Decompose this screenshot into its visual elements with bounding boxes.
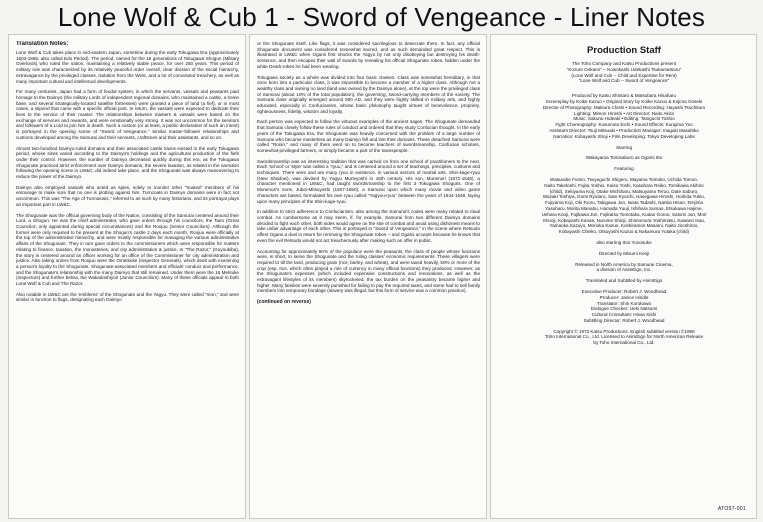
production-staff-heading: Production Staff: [587, 45, 661, 56]
notes-paragraph: For many centuries, Japan had a form of feudal system, in which the servants, vassals and peasants paid homage to the Daimyo (the military Lords of independent regional domains, who maintained a castle, a home base, and several strategically-located satellite fortresses) were granted a piece of land (a fief), or in most cases, a stipend that came with a specific official post. In return, the vassals were expected to dedicate their lives to the service of their master. The relationships between masters & vassals were based on the exchange of services and rewards, and were emotionally very strong. It was not uncommon for the servitors and followers of a Lord to join him in death. Such a custom (or at least, a public declaration of such an intent) is portrayed in the opening scene of "Sword of Vengeance." Similar master-follower relationships and customs developed among the Samurai and their servants, craftsmen and their assistants, and so on.: [16, 89, 239, 140]
presents-line: "Kozure Ookami" -- Kowokashi Udekashi Tsukamatsuru": [566, 66, 682, 72]
production-staff-panel: [490, 34, 757, 519]
notes-paragraph: The Shogunate was the official governing body of the Nation, consisting of the Samurai centered around their Lord, a Shogun. He was the chief administrator, who gave orders through his councilors, the Tairo (Great Councilor; only appointed during special circumstances) and the Roojuu (Senior Councilors). Although the former were only required to be present at the Shogun's castle 2 days each month, Roojuu were officially at the top of the administrative hierarchy, and were mostly responsible for managing the various administrative affairs of the Shogunate. They in turn gave orders to the commissioners which were responsible for matters relating to finance, taxation, the monasteries, and city administration & justice. In "The Razor," (Goyoukiba), the story is centered around an officer working for an office of the Commissioner for city administration and justice. Also taking orders from Roojuu were the Ometsuke (Inspector Generals), which dealt with examining a person's loyalty to the Shogunate, Shogunate-associated members and officials' conduct and performance, and the Shogunate's relationship with the many Daimyo that still remained. Under them were the 16 Metsuke (Inspectors) and further below, the Wakadoshiyori (Junior Councilors). Many of these officials appear in both Lone Wolf & Cub and The Razor.: [16, 212, 239, 287]
credit-line: Lighting: Mimon Hiroshi • Art Director: Naito Akira: [574, 110, 674, 116]
featuring-line: Fujiyama Koji, Oki Tooru, Takigawa Jun, Iwata Tadashi, Nanba Hisao, Tenjima: [545, 200, 703, 206]
credit-line: Director of Photography: Makiura Chishi • Sound Recording: Hayashi Tsuchitaro: [542, 104, 706, 110]
staff-credit: Cultural Consultant: Hisao Kishi: [591, 312, 657, 318]
notes-paragraph: Almost two-hundred Daimyo-ruled domains and their associated castle towns existed in the early Tokugawa period, whose sizes varied according to the Daimyo's holdings and the agricultural production of the fiefs under their control. However, the number of Daimyo decreased quickly during this era, as the Tokugawa Shogunate practiced strict enforcement over Daimyo domains; the severe taxation, as related in the narration following the opening scene in LW&C, did indeed take place, and the Shogunate was always maneuvering to reduce the power of the Daimyo.: [16, 145, 239, 180]
director-line: Directed by Misumi Kenji: [598, 250, 650, 256]
notes-paragraph: Tokugawa society as a whole was divided into four basic classes. Class was somewhat hereditary, in that once born into a particular class, it was impossible to become a member of a higher class. Although not a wealthy class and owning no land (land was owned by the Daimyo alone), at the top were the privileged class of Samurai (about 10% of the total population), the governing, sword-carrying members of the society. The Samurai class originally emerged around 800 AD, and they were highly skilled in military arts, and highly educated, especially in Confucianism, whose basic philosophy taught virtues of benevolence, propriety, righteousness, fidelity, wisdom and loyalty.: [257, 74, 480, 114]
credit-line: Narration: Kobayashi Shoji • Film Developing: Tokyo Developing Labs: [553, 133, 695, 139]
translation-notes-heading: Translation Notes:: [16, 41, 69, 47]
staff-credit: Executive Producer: Robert J. Woodhead: [581, 288, 667, 294]
notes-paragraph: In addition to strict adherence to Confucianism, also among the Samurai's codes were many related to ritual combat. As cumbersome as it may seem, if, for example, Samurai from two different Daimyo domains decided to fight each other, both sides would agree on the site of combat and avoid using dishonest means to take unfair advantage of each other. This is portrayed in "Sword of Vengeance," in the scene where Retsudo offers Ogami a duel in return for removing the Shogunate robes -- and Ogami accepts because he knows that even the evil Retsudo would not act treacherously after making such an offer in public.: [257, 209, 480, 243]
notes-paragraph: Lone Wolf & Cub takes place in mid-eastern Japan, sometime during the early Tokugawa Era (approximately 1603-1868, also called Edo Period). The period, named for the 15 generations of Tokugawa Shogun (Military Overlords) who ruled the nation, maintaining a relatively stable peace, for over 250 years. This period of military rule was characterized by its relatively peaceful order overall, clear division of the social hierarchy, extravagance by the privileged classes, isolation from the West, and a lot of convoluted treachery, as well as many important cultural and intellectual developments.: [16, 50, 239, 84]
featuring-line: (child), Sekiyama Koji, Otake Michiharu, Matsuyama Teruo, Date Saburo,: [549, 188, 699, 194]
featuring-line: Kobayashi Chieko, Otsuyoshi Kazuo & Nakamura Yutaka (child): [558, 229, 690, 235]
continued-note: (continued on reverse): [257, 299, 311, 306]
notes-paragraph: Each person was expected to follow the virtuous examples of the ancient sages. The Shogunate demanded that Samurai closely follow these rules of conduct and ordered that they study Confucian thought. In the early years of the Tokugawa Era, the Shogunate was heavily concerned with the problem of a large number of Samurai who became masterless as many Daimyo fell and lost their domains. These detached Samurai were called "Ronin," and many of them went on to become teachers of swordsmanship, Confucian scholars, somewhat-privileged farmers, or simply became a part of the townspeople.: [257, 119, 480, 153]
featuring-line: Naito Taketoshi, Fujita Yoshio, Kaiso Yoshi, Kasahara Reiko, Tomikawa Akihiro: [544, 182, 704, 188]
also-starring-line: also starring Itoo Yunosuke: [596, 239, 652, 245]
translation-notes-panel: [8, 34, 246, 519]
featuring-label: Featuring: [614, 166, 634, 172]
starring-label: Starring: [615, 144, 633, 150]
notes-paragraph: Accounting for approximately 80% of the populace were the peasants, the class of people whose functions were, in short, to serve the Shogunate and the ruling classes' economic requirements. These villagers were required to till the land, producing grain (rice, barley, and wheat), and were taxed heavily, 50% or more of the crop (esp. rice, which often played a role of currency in many official functions) they produced. However, as the Shogunate's expenses (which included expensive constructions and renovations, as well as the extravagant lifestyles of its members) skyrocketed, the tax burden on the peasantry became higher and higher. Many families were severely punished for failing to pay the required taxes, and some had to sell family members into temporary bondage (slavery was illegal, but this form of service was a common practice).: [257, 248, 480, 294]
presents-line: (Lone Wolf and Cub -- Child and Expertise for Rent): [571, 72, 677, 78]
featuring-line: Shooji, Kobayashi Kanae, Nurume Shinji, Shimomura Yoshimitsu, Kawano Isao,: [542, 217, 706, 223]
credit-line: Music: Sakurai Hideaki • Editing: Taniguchi Toshio: [573, 116, 675, 122]
notes-paragraph: Also notable in LW&C are the 'emblems' of the Shogunate and the Yagyu. They were called "mon," and were similar in function to flags, designating each Daimyo: [16, 291, 239, 303]
copyright-line: Copyright © 1972 Katsu Productions. English subtitled version ©1996: [553, 328, 695, 334]
starring-line: Wakayama Tomisaburo as Ogami Itto: [585, 155, 663, 161]
copyright-line: by Toho International Co., Ltd.: [593, 340, 655, 346]
release-line: a division of AnimEigo, Inc.: [596, 267, 652, 273]
release-line: Released in North America by Samurai Cinema,: [575, 261, 673, 267]
staff-credit: Producer: Janice Hindle: [599, 294, 649, 300]
featuring-line: Uehara Kooji, Fujikawa Jun, Fujikatsu Tomotaka, Kudan Goroo, Satomi Jun, Mori: [541, 211, 707, 217]
featuring-line: Wazaki Toshiya, Gomi Ryutaro, Sato Kyoichi, Hasegawa Hiroshi, Horikita Yukio,: [542, 194, 706, 200]
credit-line: Screenplay by Koike Kazuo • Original Story by Koike Kazuo & Kojima Goseki: [545, 98, 703, 104]
notes-continuation-panel: [249, 34, 487, 519]
featuring-line: Yasuharu, Morita Manabu, Hamada Yuuji, Ishihara Sumao, Etsukawa Hajime,: [545, 205, 703, 211]
presents-line: The Toho Company and Katsu Productions present: [571, 61, 677, 66]
translated-line: Translated and Subtitled by AnimEigo: [585, 278, 663, 284]
catalog-number: ATO97-001: [717, 506, 746, 512]
featuring-line: Yamaoka Kazuyo, Morioka Kazuo, Koshiramori Masami, Naito Jiroshiroo,: [549, 223, 699, 229]
staff-credit: Translator: Shin Kurokawa: [597, 300, 651, 306]
staff-credit: Dialogue Checker: Ueki Natsumi: [590, 306, 658, 312]
presents-line: "Lone Wolf and Cub -- Sword of Vengeance": [578, 78, 670, 84]
page-title: Lone Wolf & Cub 1 - Sword of Vengeance - Liner Notes: [57, 2, 706, 32]
staff-credit: Subtitling Director: Robert J. Woodhead: [583, 317, 665, 323]
credit-line: Produced by Katsu Shintaro & Matsubara Hisaharu: [571, 93, 677, 99]
notes-paragraph: Daimyo also employed vassals who acted as spies, solely to monitor other "trusted" members of his entourage to make sure that no one is plotting against him. Turncoats in Daimyo domains were in fact not uncommon. This was "The Age of Turmoiosis," referred to as such by many historians, and its portrayal plays an important part in LW&C.: [16, 184, 239, 207]
notes-paragraph: or the Shogunate itself. Like flags, it was considered sacrilegious to desecrate them. In fact, any official Shogunate document was considered somewhat sacred, and as such demanded great respect. This is illustrated in LW&C when Ogami first shocks the Yagyu by not only disobeying but destroying his death-sentence, and then escapes their wall of swords by revealing his official Shogunate robes, hidden under the white Death-robes he had been wearing.: [257, 41, 480, 69]
credit-line: Assistant Director: Tsuji Mitsuaki • Production Manager: Inagaki Masahiko: [549, 127, 699, 133]
copyright-line: Toho International Co., Ltd. Licensed to AnimEigo for North American Release: [544, 334, 704, 340]
featuring-line: Watanabe Fumio, Tsuyuguchi Shigeru, Mayama Tomoko, Uchida Tomoo,: [550, 176, 698, 182]
credit-line: Fight Choreography: Kusumoto Eichi • Sound Effects: Kurajima Yoo: [555, 122, 693, 128]
notes-paragraph: Swordsmanship was an interesting tradition that was carried on from one school of practitioners to the next. Each 'school' or 'style' was called a "ryuu," and is centered around a set of teachings, principles, customs and techniques. There were and are many ryuu in existence, in various sectors of martial arts. Shin-kage-ryuu (New Shadow), was devised by Yagyu Muneyoshi in 16th century. His son, Munenori (1571-1646), a character mentioned in LW&C, had taught swordsmanship to the first 3 Tokugawa Shoguns. One of Munenori's sons, Jubei-Mitsuyoshi (1607-1650), a Samurai upon which many movie and video game characters are based, formulated his own ryuu called "Yagyuu-ryuu" between the years of 1644-1648, laying upon many principles of the Shin-kage-ryuu.: [257, 158, 480, 204]
